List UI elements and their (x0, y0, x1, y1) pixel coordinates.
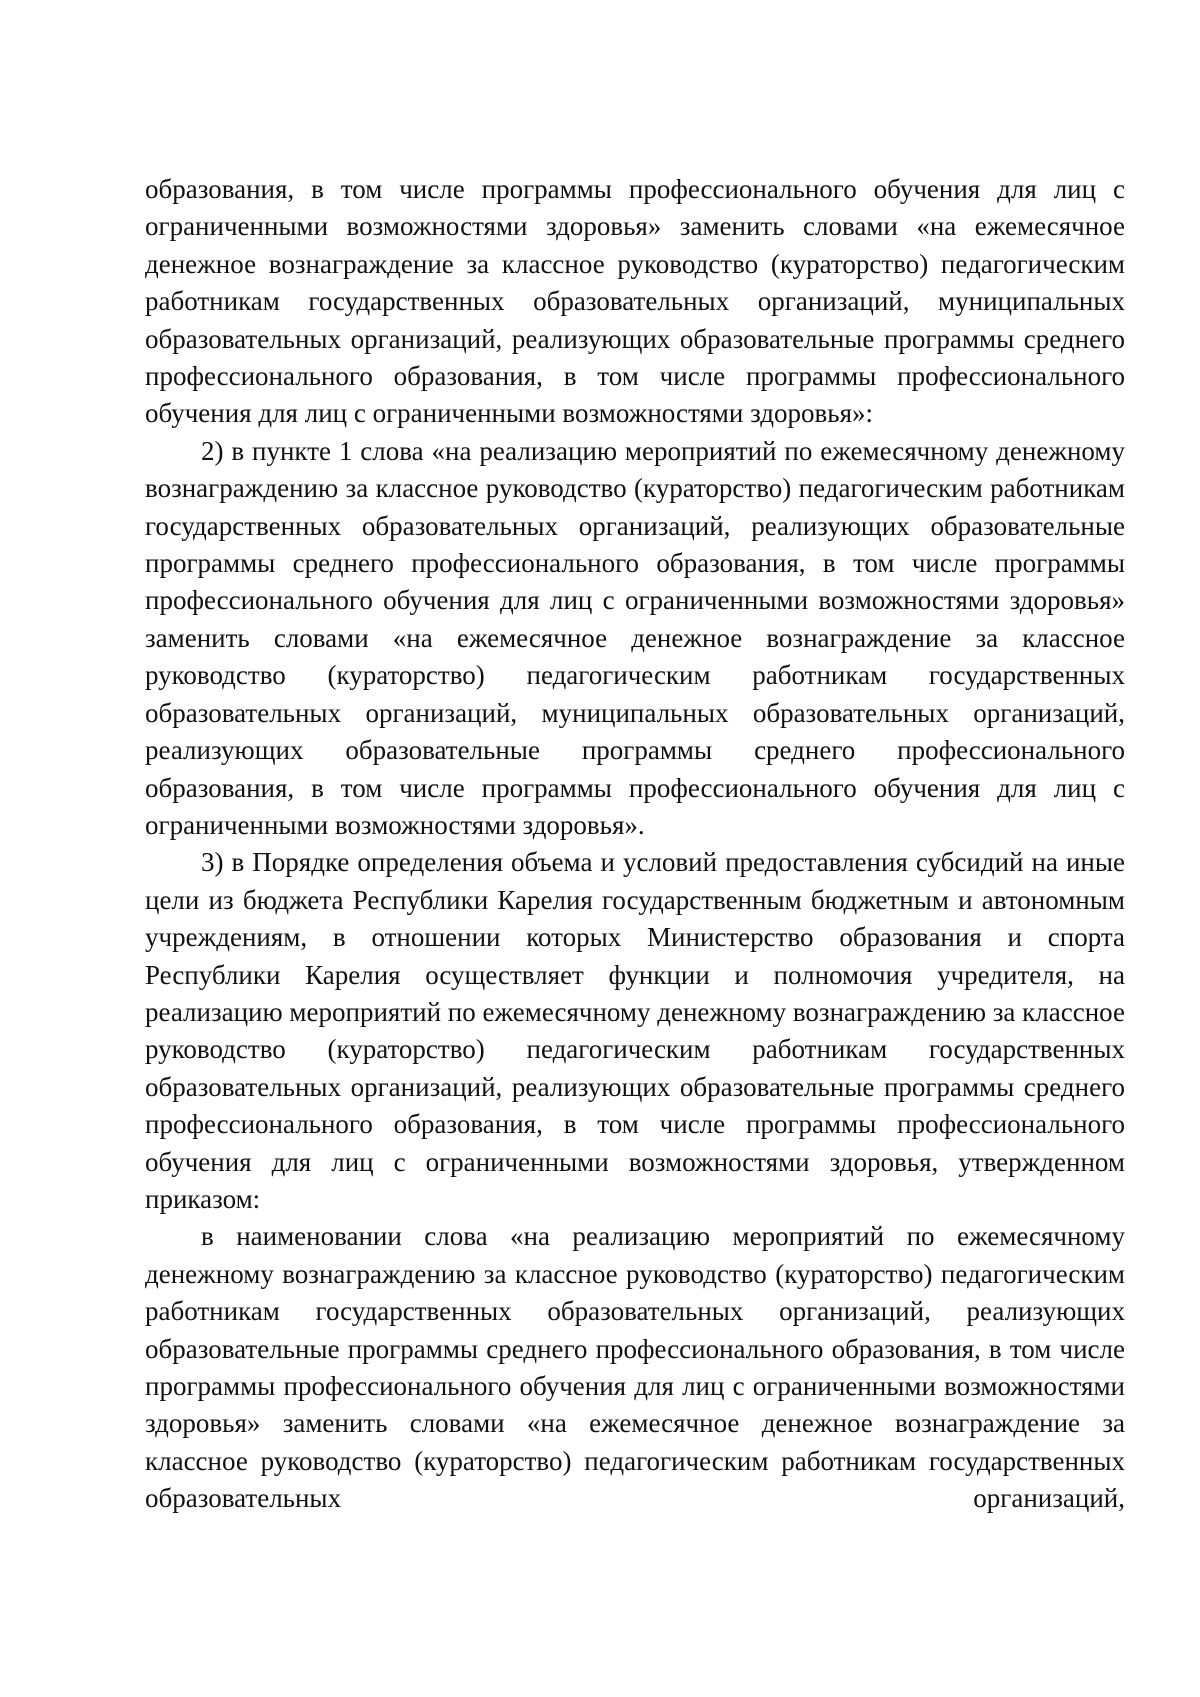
paragraph-naming-change: в наименовании слова «на реализацию мероприятий по ежемесячному денежному вознаграждению за классное руководство (кураторство) педагогическим работникам государственных образовательных организаций, реализующих образовательные программы среднего профессионального образования, в том числе программы профессионального обучения для лиц с ограниченными возможностями здоровья» заменить словами «на ежемесячное денежное вознаграждение за классное руководство (кураторство) педагогическим работникам государственных образовательных организаций, (145, 1221, 1125, 1514)
paragraph-item-3: 3) в Порядке определения объема и условий предоставления субсидий на иные цели из бюджета Республики Карелия государственным бюджетным и автономным учреждениям, в отношении которых Министерство образования и спорта Республики Карелия осуществляет функции и полномочия учредителя, на реализацию мероприятий по ежемесячному денежному вознаграждению за классное руководство (кураторство) педагогическим работникам государственных образовательных организаций, реализующих образовательные программы среднего профессионального образования, в том числе программы профессионального обучения для лиц с ограниченными возможностями здоровья, утвержденном приказом: (145, 847, 1125, 1214)
paragraph-item-2: 2) в пункте 1 слова «на реализацию мероприятий по ежемесячному денежному вознаграждению за классное руководство (кураторство) педагогическим работникам государственных образовательных организаций, реализующих образовательные программы среднего профессионального образования, в том числе программы профессионального обучения для лиц с ограниченными возможностями здоровья» заменить словами «на ежемесячное денежное вознаграждение за классное руководство (кураторство) педагогическим работникам государственных образовательных организаций, муниципальных образовательных организаций, реализующих образовательные программы среднего профессионального образования, в том числе программы профессионального обучения для лиц с ограниченными возможностями здоровья». (145, 435, 1125, 840)
document-body (145, 171, 1125, 1518)
paragraph-continuation: образования, в том числе программы профессионального обучения для лиц с ограниченными возможностями здоровья» заменить словами «на ежемесячное денежное вознаграждение за классное руководство (кураторство) педагогическим работникам государственных образовательных организаций, муниципальных образовательных организаций, реализующих образовательные программы среднего профессионального образования, в том числе программы профессионального обучения для лиц с ограниченными возможностями здоровья»: (145, 174, 1125, 429)
